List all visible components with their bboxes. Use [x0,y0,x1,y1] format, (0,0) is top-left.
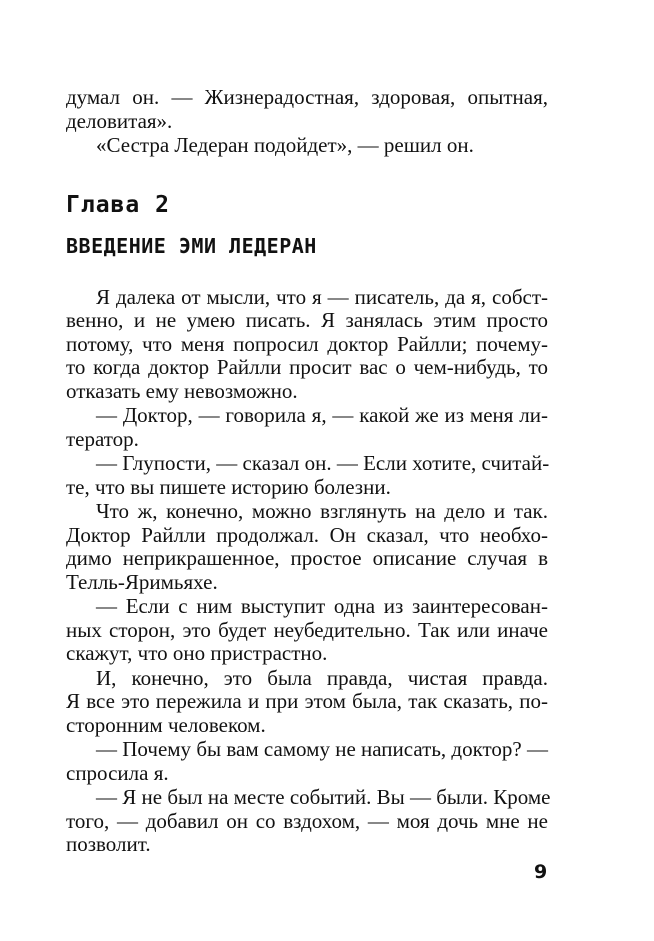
text-line: «Сестра Ледеран подойдет», — решил он. [96,133,474,157]
paragraph [66,134,548,158]
text-line: спросила я. [66,760,169,785]
text-line: Что ж, конечно, можно взглянуть на дело и так. [96,499,548,523]
text-line: — Глупости, — сказал он. — Если хотите, считай- [96,451,550,475]
text-line: сторонним человеком. [66,712,266,737]
page-content [66,85,551,857]
text-line: венно, и не умею писать. Я занялась этим просто [66,308,548,332]
text-line: то когда доктор Райлли просит вас о чем-нибудь, то [66,355,548,379]
text-line: — Почему бы вам самому не написать, доктор? — [96,737,548,761]
text-line: Доктор Райлли продолжал. Он сказал, что необхо- [66,522,548,547]
chapter-label: Глава 2 [66,191,170,218]
page-number: 9 [534,861,548,883]
text-line: ных сторон, это будет неубедительно. Так или иначе [66,617,548,642]
text-line: Телль-Яримьяхе. [66,569,218,594]
text-line: — Если с ним выступит одна из заинтересован- [96,594,548,618]
text-line: — Я не был на месте событий. Вы — были. Кроме [96,785,551,809]
text-line: скажут, что оно пристрастно. [66,641,328,665]
text-line: те, что вы пишете историю болезни. [66,474,391,499]
paragraph [66,404,548,451]
intro-text [66,86,548,158]
paragraph [66,86,548,133]
text-line: того, — добавил он со вздохом, — моя дочь мне не [66,808,548,833]
text-line: И, конечно, это была правда, чистая правда. [96,665,548,690]
paragraph [66,286,548,404]
paragraph [66,785,551,857]
chapter-title: ВВЕДЕНИЕ ЭМИ ЛЕДЕРАН [66,233,317,258]
paragraph [66,452,548,499]
text-line: деловитая». [66,108,173,133]
paragraph [66,500,548,594]
text-line: отказать ему невозможно. [66,378,298,403]
paragraph [66,595,548,666]
text-line: думал он. — Жизнерадостная, здоровая, опытная, [66,85,548,109]
text-line: — Доктор, — говорила я, — какой же из меня ли- [96,403,548,427]
text-line: потому, что меня попросил доктор Райлли; почему- [66,331,548,356]
text-line: Я все это пережила и при этом была, так сказать, по- [66,689,548,713]
text-line: тератор. [66,426,139,451]
paragraph [66,738,548,785]
text-line: димо неприкрашенное, простое описание случая в [66,546,548,570]
text-line: Я далека от мысли, что я — писатель, да я, собст- [96,284,548,309]
text-line: позволит. [66,832,151,856]
chapter-body [66,284,551,857]
paragraph [66,667,548,738]
